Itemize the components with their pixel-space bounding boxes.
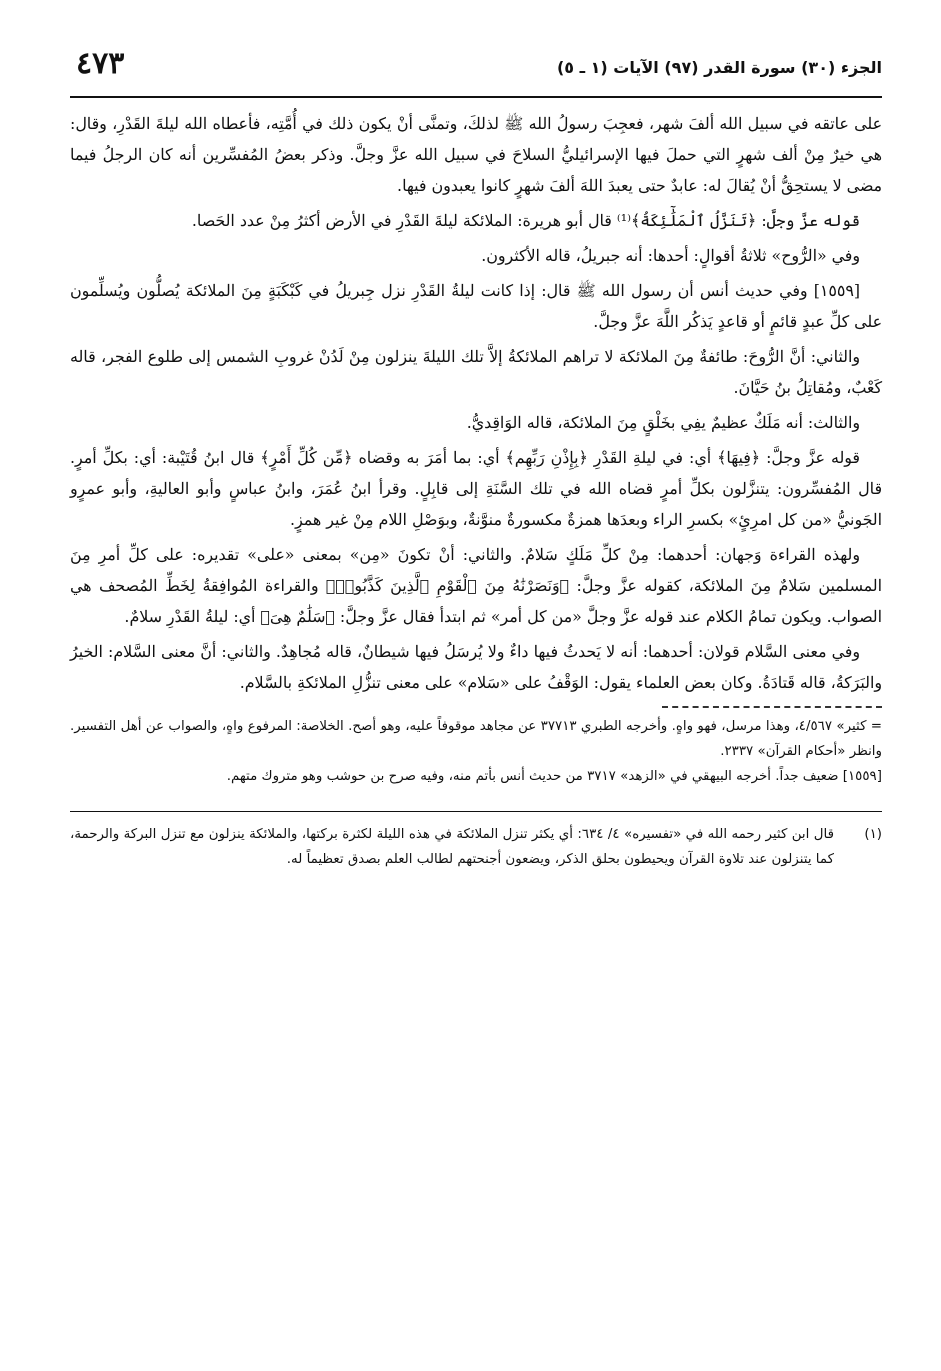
footnote-mark: (١): [864, 827, 882, 842]
paragraph: والثاني: أنَّ الرُّوحَ: طائفةٌ مِنَ الملائكة لا تراهم الملائكةُ إلاَّ تلك الليلةَ ينزلون مِنْ لَدُنْ غروبِ الشمس إلى طلوع الفجر، قاله كَعْبٌ، ومُقاتِلُ بنُ حَيَّانَ.: [70, 347, 882, 397]
page-number: ٤٧٣: [76, 46, 125, 81]
paragraph: على عاتقه في سبيل الله ألفَ شهر، فعجِبَ رسولُ الله ﷺ لذلكَ، وتمنَّى أنْ يكون ذلك في أُمَّتِه، فأعطاه الله ليلةَ القَدْرِ، وقال: هي خيرٌ مِنْ ألف شهرٍ التي حملَ فيها الإسرائيليُّ السلاحَ في سبيل الله عزَّ وجلَّ. وذكر بعضُ المُفسِّرين أنه كان الرجلُ فيما مضى لا يستحِقُّ أنْ يُقالَ له: عابدٌ حتى يعبدَ اللهَ ألفَ شهرٍ كانوا يعبدون فيها.: [70, 114, 882, 195]
takhrij-notes: [70, 714, 882, 789]
notes-separator: [662, 706, 882, 708]
paragraph: والثالث: أنه مَلَكٌ عظيمٌ يفِي بخَلْقٍ مِنَ الملائكة، قاله الوَاقِديُّ.: [466, 413, 860, 432]
paragraph: وفي معنى السَّلام قولان: أحدهما: أنه لا يَحدثُ فيها داءٌ ولا يُرسَلُ فيها شيطانٌ، قاله مُجاهِدٌ. والثاني: أنَّ معنى السَّلام: الخيرُ والبَرَكةُ، قاله قَتادَةُ. وكان بعض العلماء يقول: الوَقْفُ على «سَلام» على معنى تنزُّلِ الملائكةِ بالسَّلام.: [70, 642, 882, 692]
paragraph: وفي «الرُّوح» ثلاثةُ أقوالٍ: أحدها: أنه جبريلُ، قاله الأكثرون.: [481, 246, 860, 265]
note: = كثير» ٤/٥٦٧، وهذا مرسل، فهو واهٍ. وأخرجه الطبري ٣٧٧١٣ عن مجاهد موقوفاً عليه، وهو أصح. الخلاصة: المرفوع واهٍ، والصواب عن أهل التفسير. وانظر «أحكام القرآن» ٢٣٣٧.: [70, 719, 883, 759]
page-header: [70, 40, 882, 98]
footnote-rule: [70, 811, 882, 812]
note: [١٥٥٩] ضعيف جداً. أخرجه البيهقي في «الزهد» ٣٧١٧ من حديث أنس بأتم منه، وفيه صرح بن حوشب وهو متروك متهم.: [226, 769, 882, 784]
hadith-paragraph: [١٥٥٩] وفي حديث أنس أن رسول الله ﷺ قال: إذا كانت ليلةُ القَدْرِ نزل جِبريلُ في كَبْكَبَةٍ مِنَ الملائكة يُصلُّون ويُسلِّمون على كلِّ عبدٍ قائمٍ أو قاعدٍ يَذكُر اللَّهَ عزَّ وجلَّ.: [70, 281, 882, 331]
running-head: الجزء (٣٠) سورة القدر (٩٧) الآيات (١ ـ ٥): [556, 58, 882, 77]
page: [70, 40, 882, 872]
paragraph: قوله عزَّ وجلَّ: ﴿تَنَزَّلُ ٱلْمَلَٰٓئِكَةُ﴾⁽¹⁾ قال أبو هريرة: الملائكة ليلةَ القَدْرِ في الأرض أكثرُ مِنْ عدد الحَصا.: [191, 211, 860, 230]
paragraph: ولهذه القراءة وَجهان: أحدهما: مِنْ كلِّ مَلَكٍ سَلامٌ. والثاني: أنْ تكونَ «مِن» بمعنى «على» تقديره: على كلِّ أمرِ مِنَ المسلمين سَلامٌ مِنَ الملائكة، كقوله عزَّ وجلَّ: ﴿وَنَصَرْنَٰهُ مِنَ ٱلْقَوْمِ ٱلَّذِينَ كَذَّبُوا۟﴾ والقراءة المُوافِقةُ لِخَطِّ المُصحف هي الصواب. ويكون تمامُ الكلام عند قوله عزَّ وجلَّ «من كل أمر» ثم ابتدأ فقال عزَّ وجلَّ: ﴿سَلَٰمٌ هِىَ﴾ أي: ليلةُ القَدْرِ سلامٌ.: [70, 545, 882, 626]
paragraph: قوله عزَّ وجلَّ: ﴿فِيهَا﴾ أي: في ليلةِ القَدْرِ ﴿بِإِذْنِ رَبِّهِم﴾ أي: بما أمَرَ به وقضاه ﴿مِّن كُلِّ أَمْرٍ﴾ قال ابنُ قُتَيْبة: أي: بكلِّ أمرٍ. قال المُفسِّرون: يتنزَّلون بكلِّ أمرٍ قضاه الله في تلك السَّنَةِ إلى قابِلٍ. وقرأ ابنُ عُمَرَ، وابنُ عباسٍ وأبو العاليةِ، وأبو عمرٍو الجَونيُّ «من كل امرِئٍ» بكسرِ الراء وبعدَها همزةٌ مكسورةٌ منوَّنةٌ، وبوَصْلِ اللام مِنْ غير همزٍ.: [70, 448, 882, 529]
footnote-text: قال ابن كثير رحمه الله في «تفسيره» ٤/ ٦٣٤: أي يكثر تنزل الملائكة في هذه الليلة لكثرة بركتها، والملائكة ينزلون مع تنزل البركة والرحمة، كما يتنزلون عند تلاوة القرآن ويحيطون بحلق الذكر، ويضعون أجنحتهم لطالب العلم بصدق تعظيماً له.: [70, 827, 834, 867]
footnote: [70, 822, 882, 872]
main-text: [70, 108, 882, 698]
